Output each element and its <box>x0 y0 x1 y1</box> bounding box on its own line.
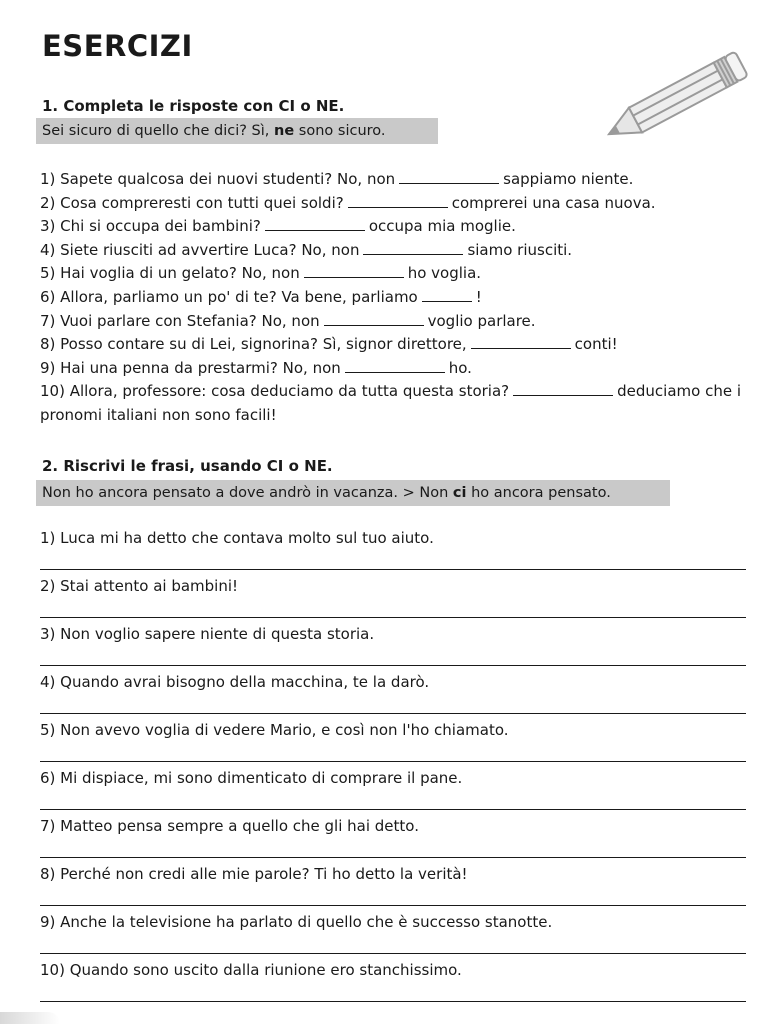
exercise2-list <box>40 526 746 1006</box>
item-text: 7) Vuoi parlare con Stefania? No, non <box>40 311 320 330</box>
answer-line[interactable] <box>40 857 746 858</box>
exercise2-item <box>40 862 746 910</box>
example-highlight: ci <box>452 485 467 501</box>
exercise2-item <box>40 766 746 814</box>
section1-heading: 1. Completa le risposte con CI o NE. <box>42 97 345 115</box>
item-text: conti! <box>574 335 618 354</box>
exercise1-item <box>40 310 750 334</box>
sentence: 7) Matteo pensa sempre a quello che gli hai detto. <box>40 817 419 835</box>
fill-blank[interactable] <box>422 287 472 302</box>
item-text: siamo riusciti. <box>467 240 573 259</box>
item-text: 4) Siete riusciti ad avvertire Luca? No, non <box>40 240 360 259</box>
sentence: 2) Stai attento ai bambini! <box>40 577 239 595</box>
item-text: voglio parlare. <box>427 311 536 330</box>
page-stain <box>0 1012 60 1024</box>
item-text: comprerei una casa nuova. <box>451 193 656 212</box>
exercise1-item <box>40 333 750 357</box>
answer-line[interactable] <box>40 713 746 714</box>
exercise1-item <box>40 239 750 263</box>
fill-blank[interactable] <box>345 358 445 373</box>
item-text: ho voglia. <box>407 264 482 283</box>
fill-blank[interactable] <box>399 169 499 184</box>
item-text: 6) Allora, parliamo un po' di te? Va bene, parliamo <box>40 287 418 306</box>
sentence: 8) Perché non credi alle mie parole? Ti ho detto la verità! <box>40 865 468 883</box>
exercise2-item <box>40 814 746 862</box>
exercise1-item <box>40 192 750 216</box>
sentence: 9) Anche la televisione ha parlato di quello che è successo stanotte. <box>40 913 553 931</box>
example-text-before: Sei sicuro di quello che dici? Sì, <box>42 123 275 139</box>
exercise2-item <box>40 670 746 718</box>
exercise2-item <box>40 622 746 670</box>
answer-line[interactable] <box>40 809 746 810</box>
item-text: 2) Cosa compreresti con tutti quei soldi? <box>40 193 344 212</box>
example-highlight: ne <box>274 123 295 139</box>
exercise1-item <box>40 215 750 239</box>
item-text: 9) Hai una penna da prestarmi? No, non <box>40 358 341 377</box>
section2-example <box>36 480 670 506</box>
fill-blank[interactable] <box>304 263 404 278</box>
exercise1-list <box>40 168 750 428</box>
fill-blank[interactable] <box>265 216 365 231</box>
item-text: 5) Hai voglia di un gelato? No, non <box>40 264 300 283</box>
exercise1-item <box>40 286 750 310</box>
item-text: ! <box>475 287 482 306</box>
fill-blank[interactable] <box>363 240 463 255</box>
fill-blank[interactable] <box>324 311 424 326</box>
sentence: 3) Non voglio sapere niente di questa storia. <box>40 625 375 643</box>
pencil-icon <box>588 40 756 150</box>
sentence: 10) Quando sono uscito dalla riunione ero stanchissimo. <box>40 961 462 979</box>
item-text: 3) Chi si occupa dei bambini? <box>40 217 261 236</box>
answer-line[interactable] <box>40 569 746 570</box>
page-title: ESERCIZI <box>42 29 193 63</box>
sentence: 6) Mi dispiace, mi sono dimenticato di comprare il pane. <box>40 769 463 787</box>
exercise1-item <box>40 357 750 381</box>
exercise2-item <box>40 574 746 622</box>
item-text: 1) Sapete qualcosa dei nuovi studenti? No, non <box>40 170 396 188</box>
exercise1-item <box>40 262 750 286</box>
item-text: ho. <box>448 358 472 377</box>
fill-blank[interactable] <box>513 381 613 396</box>
exercise2-item <box>40 718 746 766</box>
item-text: 8) Posso contare su di Lei, signorina? Sì, signor direttore, <box>40 335 467 354</box>
item-text: 10) Allora, professore: cosa deduciamo da tutta questa storia? <box>40 382 510 401</box>
answer-line[interactable] <box>40 617 746 618</box>
section1-example <box>36 118 438 144</box>
fill-blank[interactable] <box>348 193 448 208</box>
exercise1-item <box>40 380 748 427</box>
answer-line[interactable] <box>40 761 746 762</box>
answer-line[interactable] <box>40 905 746 906</box>
exercise2-item <box>40 526 746 574</box>
example-text-after: sono sicuro. <box>294 123 386 139</box>
example-text-before: Non ho ancora pensato a dove andrò in vacanza. > Non <box>42 485 453 501</box>
item-text: deduciamo che i pronomi italiani non sono facili! <box>40 382 741 424</box>
exercise1-item <box>40 168 750 192</box>
item-text: occupa mia moglie. <box>368 217 516 236</box>
exercise2-item <box>40 958 746 1006</box>
fill-blank[interactable] <box>471 334 571 349</box>
sentence: 1) Luca mi ha detto che contava molto sul tuo aiuto. <box>40 529 434 547</box>
exercise2-item <box>40 910 746 958</box>
answer-line[interactable] <box>40 665 746 666</box>
answer-line[interactable] <box>40 953 746 954</box>
sentence: 4) Quando avrai bisogno della macchina, te la darò. <box>40 673 430 691</box>
sentence: 5) Non avevo voglia di vedere Mario, e così non l'ho chiamato. <box>40 721 509 739</box>
item-text: sappiamo niente. <box>503 170 634 188</box>
answer-line[interactable] <box>40 1001 746 1002</box>
example-text-after: ho ancora pensato. <box>466 485 611 501</box>
section2-heading: 2. Riscrivi le frasi, usando CI o NE. <box>42 457 333 475</box>
